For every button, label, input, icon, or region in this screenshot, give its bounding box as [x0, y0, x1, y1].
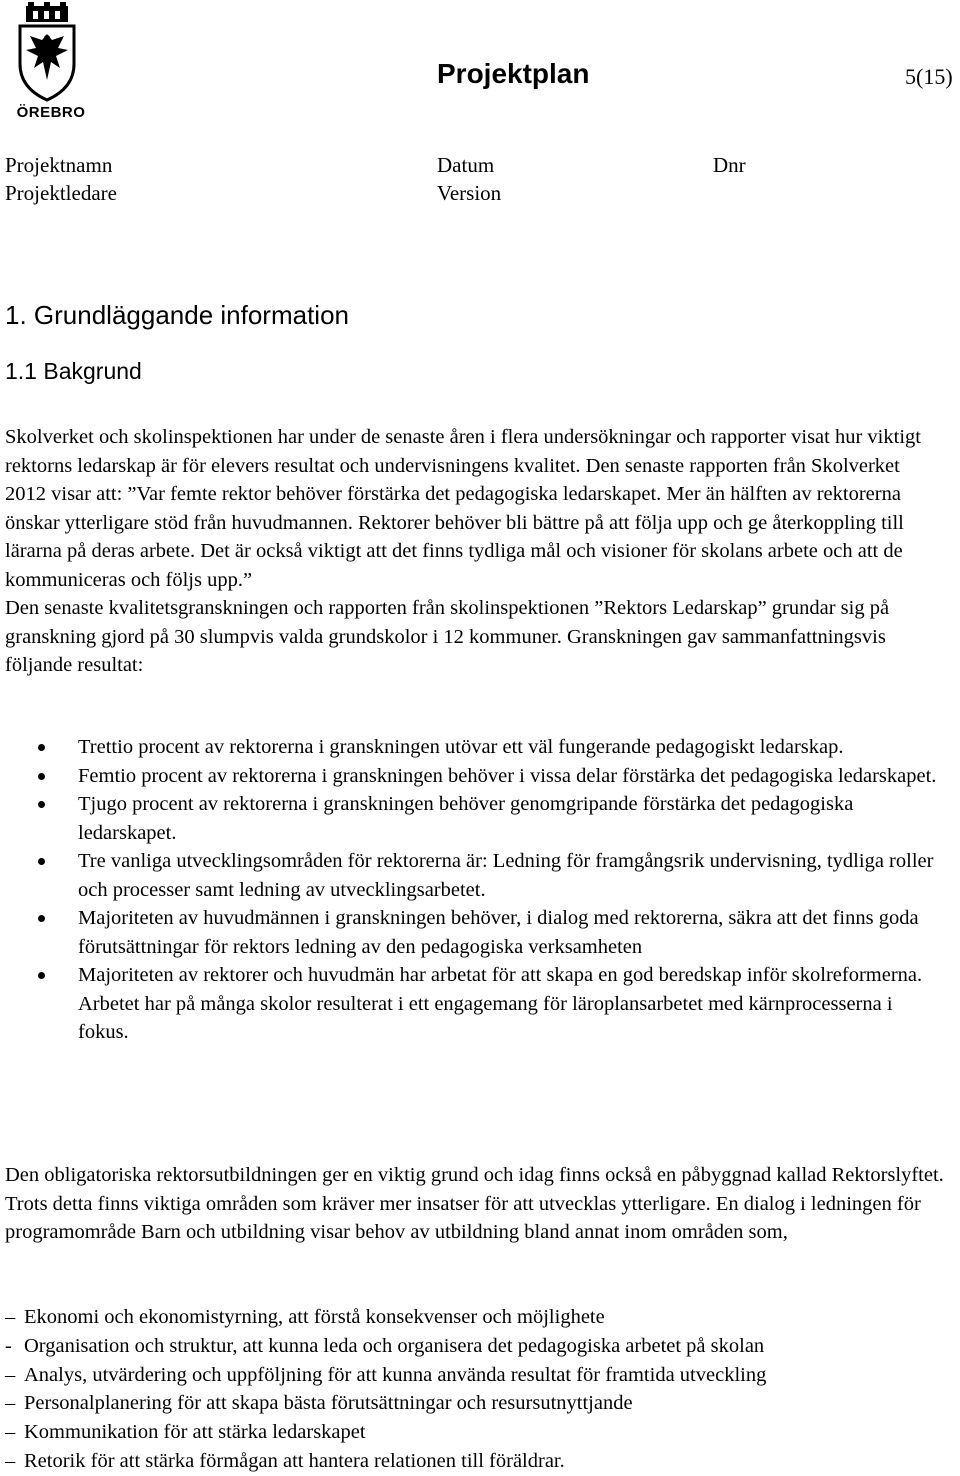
field-dnr: Dnr: [713, 153, 746, 177]
subsection-heading: 1.1 Bakgrund: [5, 358, 142, 384]
training-paragraph: Den obligatoriska rektorsutbildningen ger en viktig grund och idag finns också en påbyggnad kallad Rektorslyftet. Trots detta finns viktiga områden som kräver mer insatser för att utvecklas ytterligare. En dialog i ledningen för programområde Barn och utbildning visar behov av utbildning bland annat inom områden som,: [5, 1164, 944, 1243]
coat-of-arms-icon: [6, 2, 88, 102]
bullet-icon: [38, 915, 45, 922]
field-datum: Datum: [437, 153, 495, 177]
list-item: Trettio procent av rektorerna i granskningen utövar ett väl fungerande pedagogiskt ledarskap.: [0, 733, 945, 762]
section-heading: 1. Grundläggande information: [5, 300, 350, 330]
bullet-icon: [38, 972, 45, 979]
intro-paragraph-2: Den senaste kvalitetsgranskningen och rapporten från skolinspektionen ”Rektors Ledarskap” grundar sig på granskning gjord på 30 slumpvis valda grundskolor i 12 kommuner. Granskningen gav sammanfattningsvis följande resultat:: [5, 597, 890, 676]
bullet-icon: [38, 801, 45, 808]
bullet-icon: [38, 773, 45, 780]
list-item: Tjugo procent av rektorerna i granskningen behöver genomgripande förstärka det pedagogiska ledarskapet.: [0, 790, 945, 847]
bullet-icon: [38, 858, 45, 865]
list-item: – Retorik för att stärka förmågan att hantera relationen till föräldrar.: [5, 1449, 565, 1472]
training-areas-list: [0, 1303, 945, 1476]
list-item: – Personalplanering för att skapa bästa förutsättningar och resursutnyttjande: [5, 1392, 633, 1415]
intro-text: [5, 423, 945, 680]
logo-text: ÖREBRO: [16, 104, 86, 121]
list-item: Tre vanliga utvecklingsområden för rektorerna är: Ledning för framgångsrik undervisning, tydliga roller och processer samt ledning av utvecklingsarbetet.: [0, 847, 945, 904]
list-item: Femtio procent av rektorerna i granskningen behöver i vissa delar förstärka det pedagogiska ledarskapet.: [0, 762, 945, 791]
list-item: Majoriteten av huvudmännen i granskningen behöver, i dialog med rektorerna, säkra att det finns goda förutsättningar för rektors ledning av den pedagogiska verksamheten: [0, 904, 945, 961]
orebro-logo: [6, 2, 88, 122]
field-version: Version: [437, 181, 502, 205]
list-item: – Ekonomi och ekonomistyrning, att förstå konsekvenser och möjlighete: [5, 1306, 605, 1328]
findings-list: [0, 733, 945, 1047]
document-title: Projektplan: [437, 58, 590, 89]
page-number: 5(15): [905, 64, 953, 89]
list-item: – Analys, utvärdering och uppföljning för att kunna använda resultat för framtida utveckling: [5, 1363, 767, 1386]
list-item: Majoriteten av rektorer och huvudmän har arbetat för att skapa en god beredskap inför skolreformerna. Arbetet har på många skolor resulterat i ett engagemang för läroplansarbetet med kärnprocesserna i fokus.: [0, 961, 945, 1047]
field-projektledare: Projektledare: [5, 181, 117, 205]
bullet-icon: [38, 744, 45, 751]
list-item: – Kommunikation för att stärka ledarskapet: [5, 1421, 366, 1444]
field-projektnamn: Projektnamn: [5, 153, 113, 177]
list-item: - Organisation och struktur, att kunna leda och organisera det pedagogiska arbetet på skolan: [5, 1334, 765, 1357]
intro-paragraph-1: Skolverket och skolinspektionen har under de senaste åren i flera undersökningar och rapporter visat hur viktigt rektorns ledarskap är för elevers resultat och undervisningens kvalitet. Den senaste rapporten från Skolverket 2012 visar att: ”Var femte rektor behöver förstärka det pedagogiska ledarskapet. Mer än hälften av rektorerna önskar ytterligare stöd från huvudmannen. Rektorer behöver bli bättre på att följa upp och ge återkoppling till lärarna på deras arbete. Det är också viktigt att det finns tydliga mål och visioner för skolans arbete och att de kommuniceras och följs upp.”: [5, 426, 921, 591]
